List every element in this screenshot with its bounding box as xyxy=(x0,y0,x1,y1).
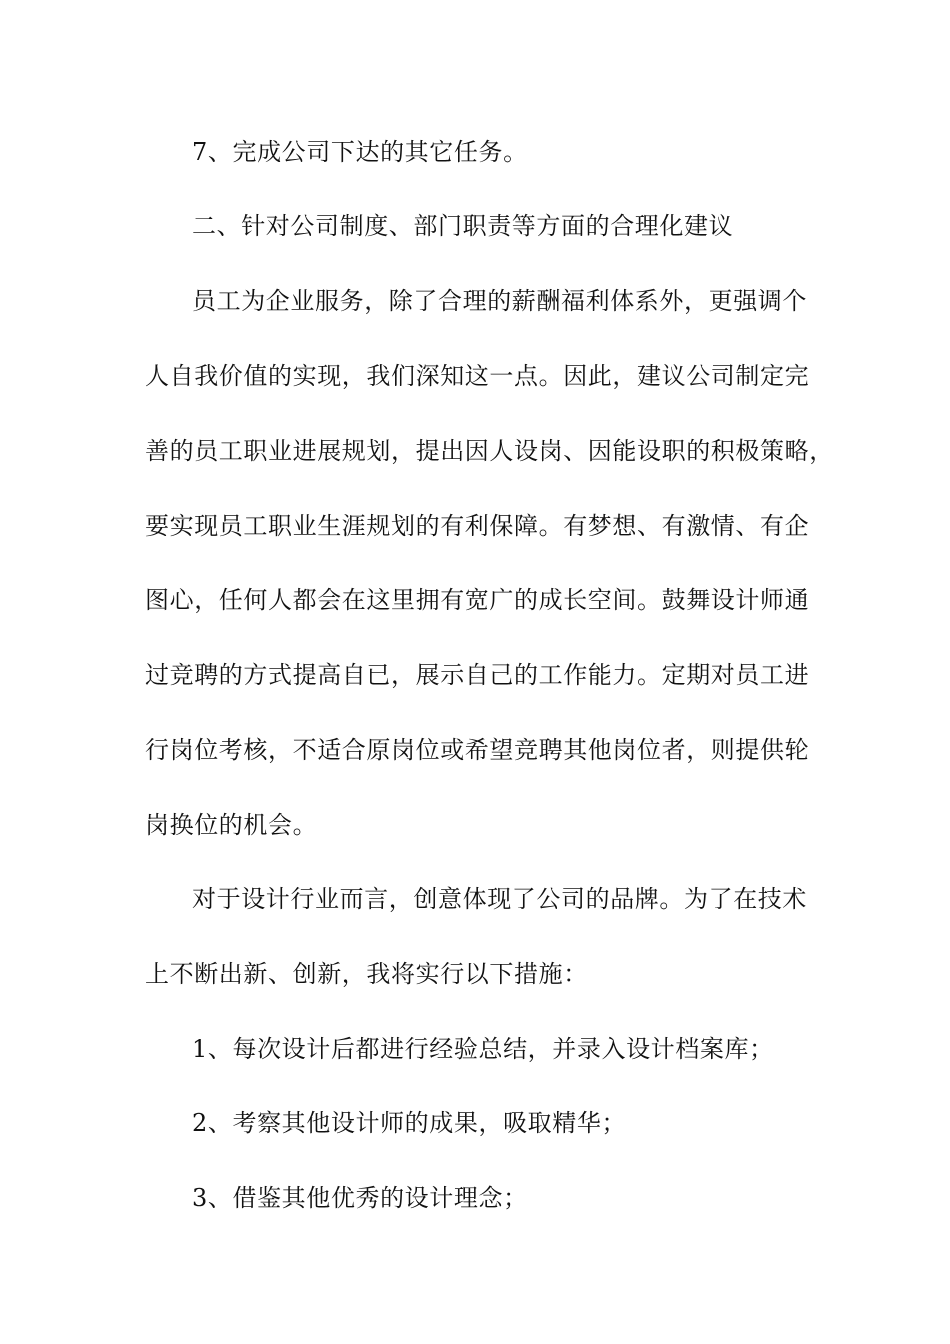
paragraph-1-line-1: 员工为企业服务，除了合理的薪酬福利体系外，更强调个 xyxy=(192,287,807,315)
paragraph-1-line-5: 图心，任何人都会在这里拥有宽广的成长空间。鼓舞设计师通 xyxy=(145,586,810,614)
paragraph-2-line-1: 对于设计行业而言，创意体现了公司的品牌。为了在技术 xyxy=(192,885,807,913)
section-heading-2: 二、针对公司制度、部门职责等方面的合理化建议 xyxy=(192,212,734,240)
paragraph-1-line-7: 行岗位考核，不适合原岗位或希望竞聘其他岗位者，则提供轮 xyxy=(145,736,810,764)
paragraph-1-line-3: 善的员工职业进展规划，提出因人设岗、因能设职的积极策略， xyxy=(145,437,834,465)
paragraph-1-line-4: 要实现员工职业生涯规划的有利保障。有梦想、有激情、有企 xyxy=(145,512,810,540)
list-item-3: 3、借鉴其他优秀的设计理念； xyxy=(192,1184,528,1212)
list-item-7: 7、完成公司下达的其它任务。 xyxy=(192,138,528,166)
list-item-1: 1、每次设计后都进行经验总结，并录入设计档案库； xyxy=(192,1035,774,1063)
paragraph-1-line-6: 过竞聘的方式提高自已，展示自己的工作能力。定期对员工进 xyxy=(145,661,810,689)
paragraph-1-line-2: 人自我价值的实现，我们深知这一点。因此，建议公司制定完 xyxy=(145,362,810,390)
paragraph-1-line-8: 岗换位的机会。 xyxy=(145,811,318,839)
paragraph-2-line-2: 上不断出新、创新，我将实行以下措施： xyxy=(145,960,588,988)
list-item-2: 2、考察其他设计师的成果，吸取精华； xyxy=(192,1109,627,1137)
